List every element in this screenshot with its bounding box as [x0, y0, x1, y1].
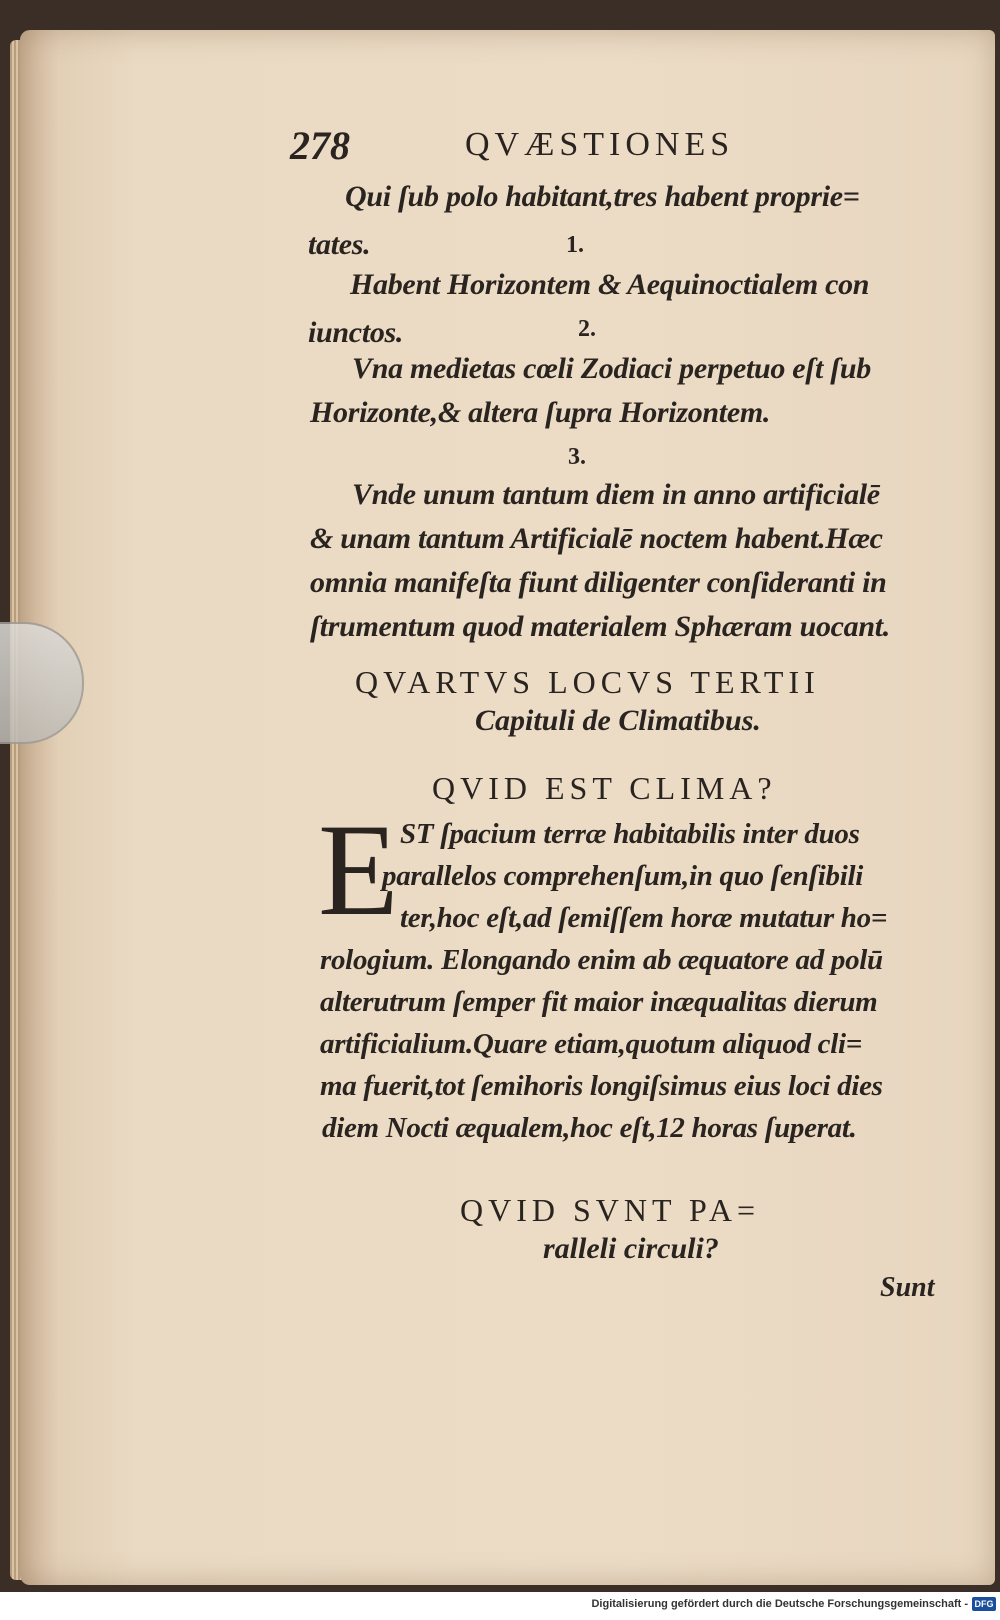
page-number: 278 — [290, 123, 350, 168]
text-line: parallelos comprehenſum,in quo ſenſibili — [382, 860, 864, 892]
question-heading: QVID SVNT PA= — [460, 1192, 760, 1228]
item-number: 1. — [566, 232, 584, 258]
text-line: artificialium.Quare etiam,quotum aliquod cli= — [320, 1028, 862, 1060]
text-line: ter,hoc eſt,ad ſemiſſem horæ mutatur ho= — [400, 902, 888, 934]
question-heading-continued: ralleli circuli? — [543, 1232, 719, 1265]
section-subheading: Capituli de Climatibus. — [475, 704, 761, 737]
text-line: ma fuerit,tot ſemihoris longiſsimus eius loci dies — [320, 1070, 883, 1102]
text-line: diem Nocti æqualem,hoc eſt,12 horas ſuperat. — [322, 1112, 857, 1144]
dfg-logo: DFG — [972, 1597, 996, 1611]
text-line: ST ſpacium terræ habitabilis inter duos — [400, 818, 860, 850]
item-number: 3. — [568, 444, 586, 470]
book-page — [20, 30, 995, 1585]
running-title: QVÆSTIONES — [465, 126, 735, 163]
section-heading: QVARTVS LOCVS TERTII — [355, 664, 820, 700]
text-line: Vnde unum tantum diem in anno artificialē — [352, 478, 880, 511]
text-line: Horizonte,& altera ſupra Horizontem. — [310, 396, 771, 429]
question-heading: QVID EST CLIMA? — [432, 770, 777, 806]
drop-cap: E — [318, 796, 399, 943]
text-line: iunctos. — [308, 316, 404, 349]
page-header — [290, 122, 810, 172]
text-line: rologium. Elongando enim ab æquatore ad polū — [320, 944, 883, 976]
item-number: 2. — [578, 316, 596, 342]
text-line: & unam tantum Artificialē noctem habent.Hæc — [310, 522, 883, 555]
text-line: omnia manifeſta fiunt diligenter conſideranti in — [310, 566, 887, 599]
catchword: Sunt — [880, 1272, 935, 1303]
text-line: Habent Horizontem & Aequinoctialem con — [350, 268, 870, 301]
text-line: alterutrum ſemper fit maior inæqualitas dierum — [320, 986, 878, 1018]
text-line: tates. — [308, 228, 371, 261]
digitization-credit: Digitalisierung gefördert durch die Deutsche Forschungsgemeinschaft - — [591, 1598, 968, 1610]
text-line: Qui ſub polo habitant,tres habent proprie= — [345, 180, 860, 213]
text-line: Vna medietas cœli Zodiaci perpetuo eſt ſub — [352, 352, 872, 385]
text-line: ſtrumentum quod materialem Sphæram uocant. — [310, 610, 891, 643]
